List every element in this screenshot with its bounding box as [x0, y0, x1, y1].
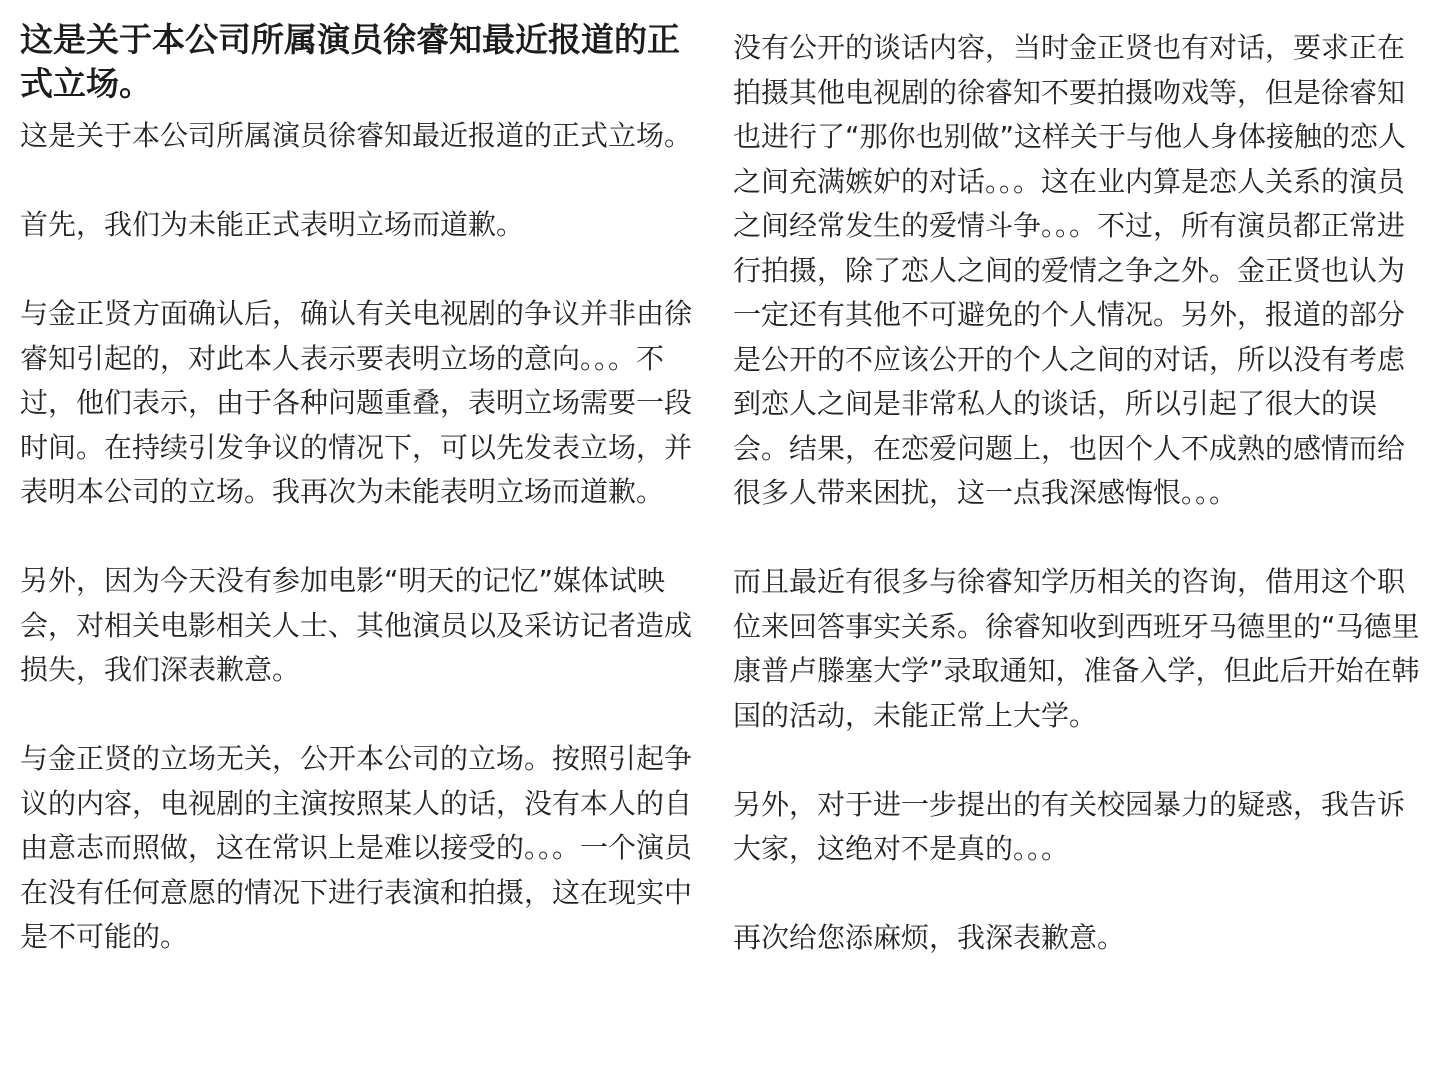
right-column	[733, 0, 1423, 961]
paragraph-closing: 再次给您添麻烦，我深表歉意。	[733, 921, 1126, 954]
paragraph-screening: 另外，因为今天没有参加电影“明天的记忆”媒体试映会，对相关电影相关人士、其他演员以及采访记者造成损失，我们深表歉意。	[20, 564, 693, 686]
paragraph-apology: 首先，我们为未能正式表明立场而道歉。	[20, 208, 525, 241]
paragraph-education: 而且最近有很多与徐睿知学历相关的咨询，借用这个职位来回答事实关系。徐睿知收到西班牙马德里的“马德里康普卢滕塞大学”录取通知，准备入学，但此后开始在韩国的活动，未能正常上大学。	[733, 565, 1420, 732]
paragraph-conversation: 没有公开的谈话内容，当时金正贤也有对话，要求正在拍摄其他电视剧的徐睿知不要拍摄吻戏等，但是徐睿知也进行了“那你也别做”这样关于与他人身体接触的恋人之间充满嫉妒的对话。。。这在业内算是恋人关系的演员之间经常发生的爱情斗争。。。不过，所有演员都正常进行拍摄，除了恋人之间的爱情之争之外。金正贤也认为一定还有其他不可避免的个人情况。另外，报道的部分是公开的不应该公开的个人之间的对话，所以没有考虑到恋人之间是非常私人的谈话，所以引起了很大的误会。结果，在恋爱问题上，也因个人不成熟的感情而给很多人带来困扰，这一点我深感悔恨。。。	[733, 31, 1407, 509]
left-column	[20, 0, 700, 960]
paragraph-confirmation: 与金正贤方面确认后，确认有关电视剧的争议并非由徐睿知引起的，对此本人表示要表明立场的意向。。。不过，他们表示，由于各种问题重叠，表明立场需要一段时间。在持续引发争议的情况下，可以先发表立场，并表明本公司的立场。我再次为未能表明立场而道歉。	[20, 297, 693, 508]
paragraph-school-violence: 另外，对于进一步提出的有关校园暴力的疑惑，我告诉大家，这绝对不是真的。。。	[733, 787, 1406, 865]
paragraph-intro: 这是关于本公司所属演员徐睿知最近报道的正式立场。	[20, 119, 693, 152]
paragraph-company-position: 与金正贤的立场无关，公开本公司的立场。按照引起争议的内容，电视剧的主演按照某人的话，没有本人的自由意志而照做，这在常识上是难以接受的。。。一个演员在没有任何意愿的情况下进行表演和拍摄，这在现实中是不可能的。	[20, 742, 693, 953]
statement-title: 这是关于本公司所属演员徐睿知最近报道的正式立场。	[20, 20, 680, 103]
